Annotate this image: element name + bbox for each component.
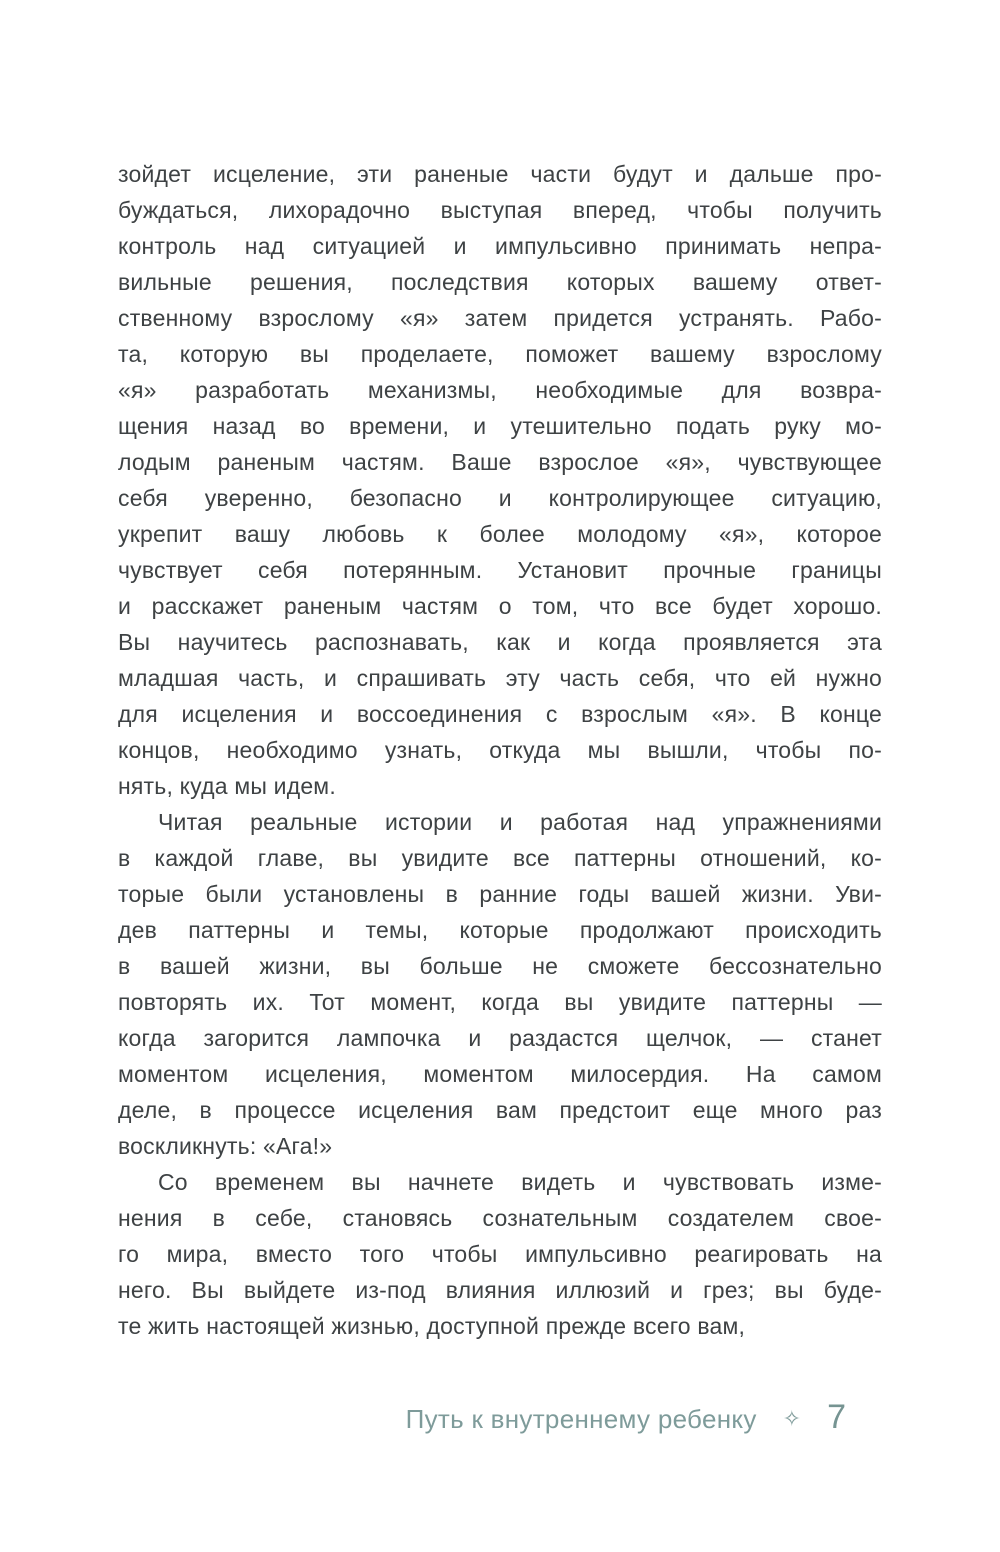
text-line: ственному взрослому «я» затем придется устранять. Рабо-	[118, 305, 882, 331]
text-line: го мира, вместо того чтобы импульсивно реагировать на	[118, 1241, 882, 1267]
text-line: Вы научитесь распознавать, как и когда проявляется эта	[118, 629, 882, 655]
text-line: зойдет исцеление, эти раненые части будут и дальше про-	[118, 161, 882, 187]
text-line: та, которую вы проделаете, поможет вашему взрослому	[118, 341, 882, 367]
text-line: нять, куда мы идем.	[118, 773, 336, 799]
text-line: дев паттерны и темы, которые продолжают происходить	[118, 917, 882, 943]
sparkle-icon: ✧	[782, 1406, 802, 1431]
text-line: в каждой главе, вы увидите все паттерны отношений, ко-	[118, 845, 882, 871]
text-line: повторять их. Тот момент, когда вы увидите паттерны —	[118, 989, 882, 1015]
text-line: и расскажет раненым частям о том, что все будет хорошо.	[118, 593, 882, 619]
body-text	[118, 156, 882, 1344]
page-footer	[118, 1398, 882, 1437]
text-line: него. Вы выйдете из-под влияния иллюзий и грез; вы буде-	[118, 1277, 882, 1303]
text-line: чувствует себя потерянным. Установит прочные границы	[118, 557, 882, 583]
text-line: Читая реальные истории и работая над упражнениями	[158, 809, 882, 835]
text-line: вильные решения, последствия которых вашему ответ-	[118, 269, 882, 295]
text-line: торые были установлены в ранние годы вашей жизни. Уви-	[118, 881, 882, 907]
text-line: для исцеления и воссоединения с взрослым «я». В конце	[118, 701, 882, 727]
text-line: в вашей жизни, вы больше не сможете бессознательно	[118, 953, 882, 979]
text-line: Со временем вы начнете видеть и чувствовать изме-	[158, 1169, 882, 1195]
text-line: когда загорится лампочка и раздастся щелчок, — станет	[118, 1025, 882, 1051]
text-line: те жить настоящей жизнью, доступной прежде всего вам,	[118, 1313, 746, 1339]
text-line: лодым раненым частям. Ваше взрослое «я», чувствующее	[118, 449, 882, 475]
text-line: себя уверенно, безопасно и контролирующее ситуацию,	[118, 485, 882, 511]
text-line: концов, необходимо узнать, откуда мы вышли, чтобы по-	[118, 737, 882, 763]
running-title: Путь к внутреннему ребенку	[405, 1404, 757, 1434]
text-line: укрепит вашу любовь к более молодому «я», которое	[118, 521, 882, 547]
text-line: контроль над ситуацией и импульсивно принимать непра-	[118, 233, 882, 259]
text-line: воскликнуть: «Ага!»	[118, 1133, 333, 1159]
text-line: деле, в процессе исцеления вам предстоит еще много раз	[118, 1097, 882, 1123]
text-line: нения в себе, становясь сознательным создателем свое-	[118, 1205, 882, 1231]
text-line: буждаться, лихорадочно выступая вперед, чтобы получить	[118, 197, 882, 223]
text-line: моментом исцеления, моментом милосердия. На самом	[118, 1061, 882, 1087]
text-line: щения назад во времени, и утешительно подать руку мо-	[118, 413, 882, 439]
text-line: «я» разработать механизмы, необходимые для возвра-	[118, 377, 882, 403]
text-line: младшая часть, и спрашивать эту часть себя, что ей нужно	[118, 665, 882, 691]
page-number: 7	[827, 1398, 846, 1436]
